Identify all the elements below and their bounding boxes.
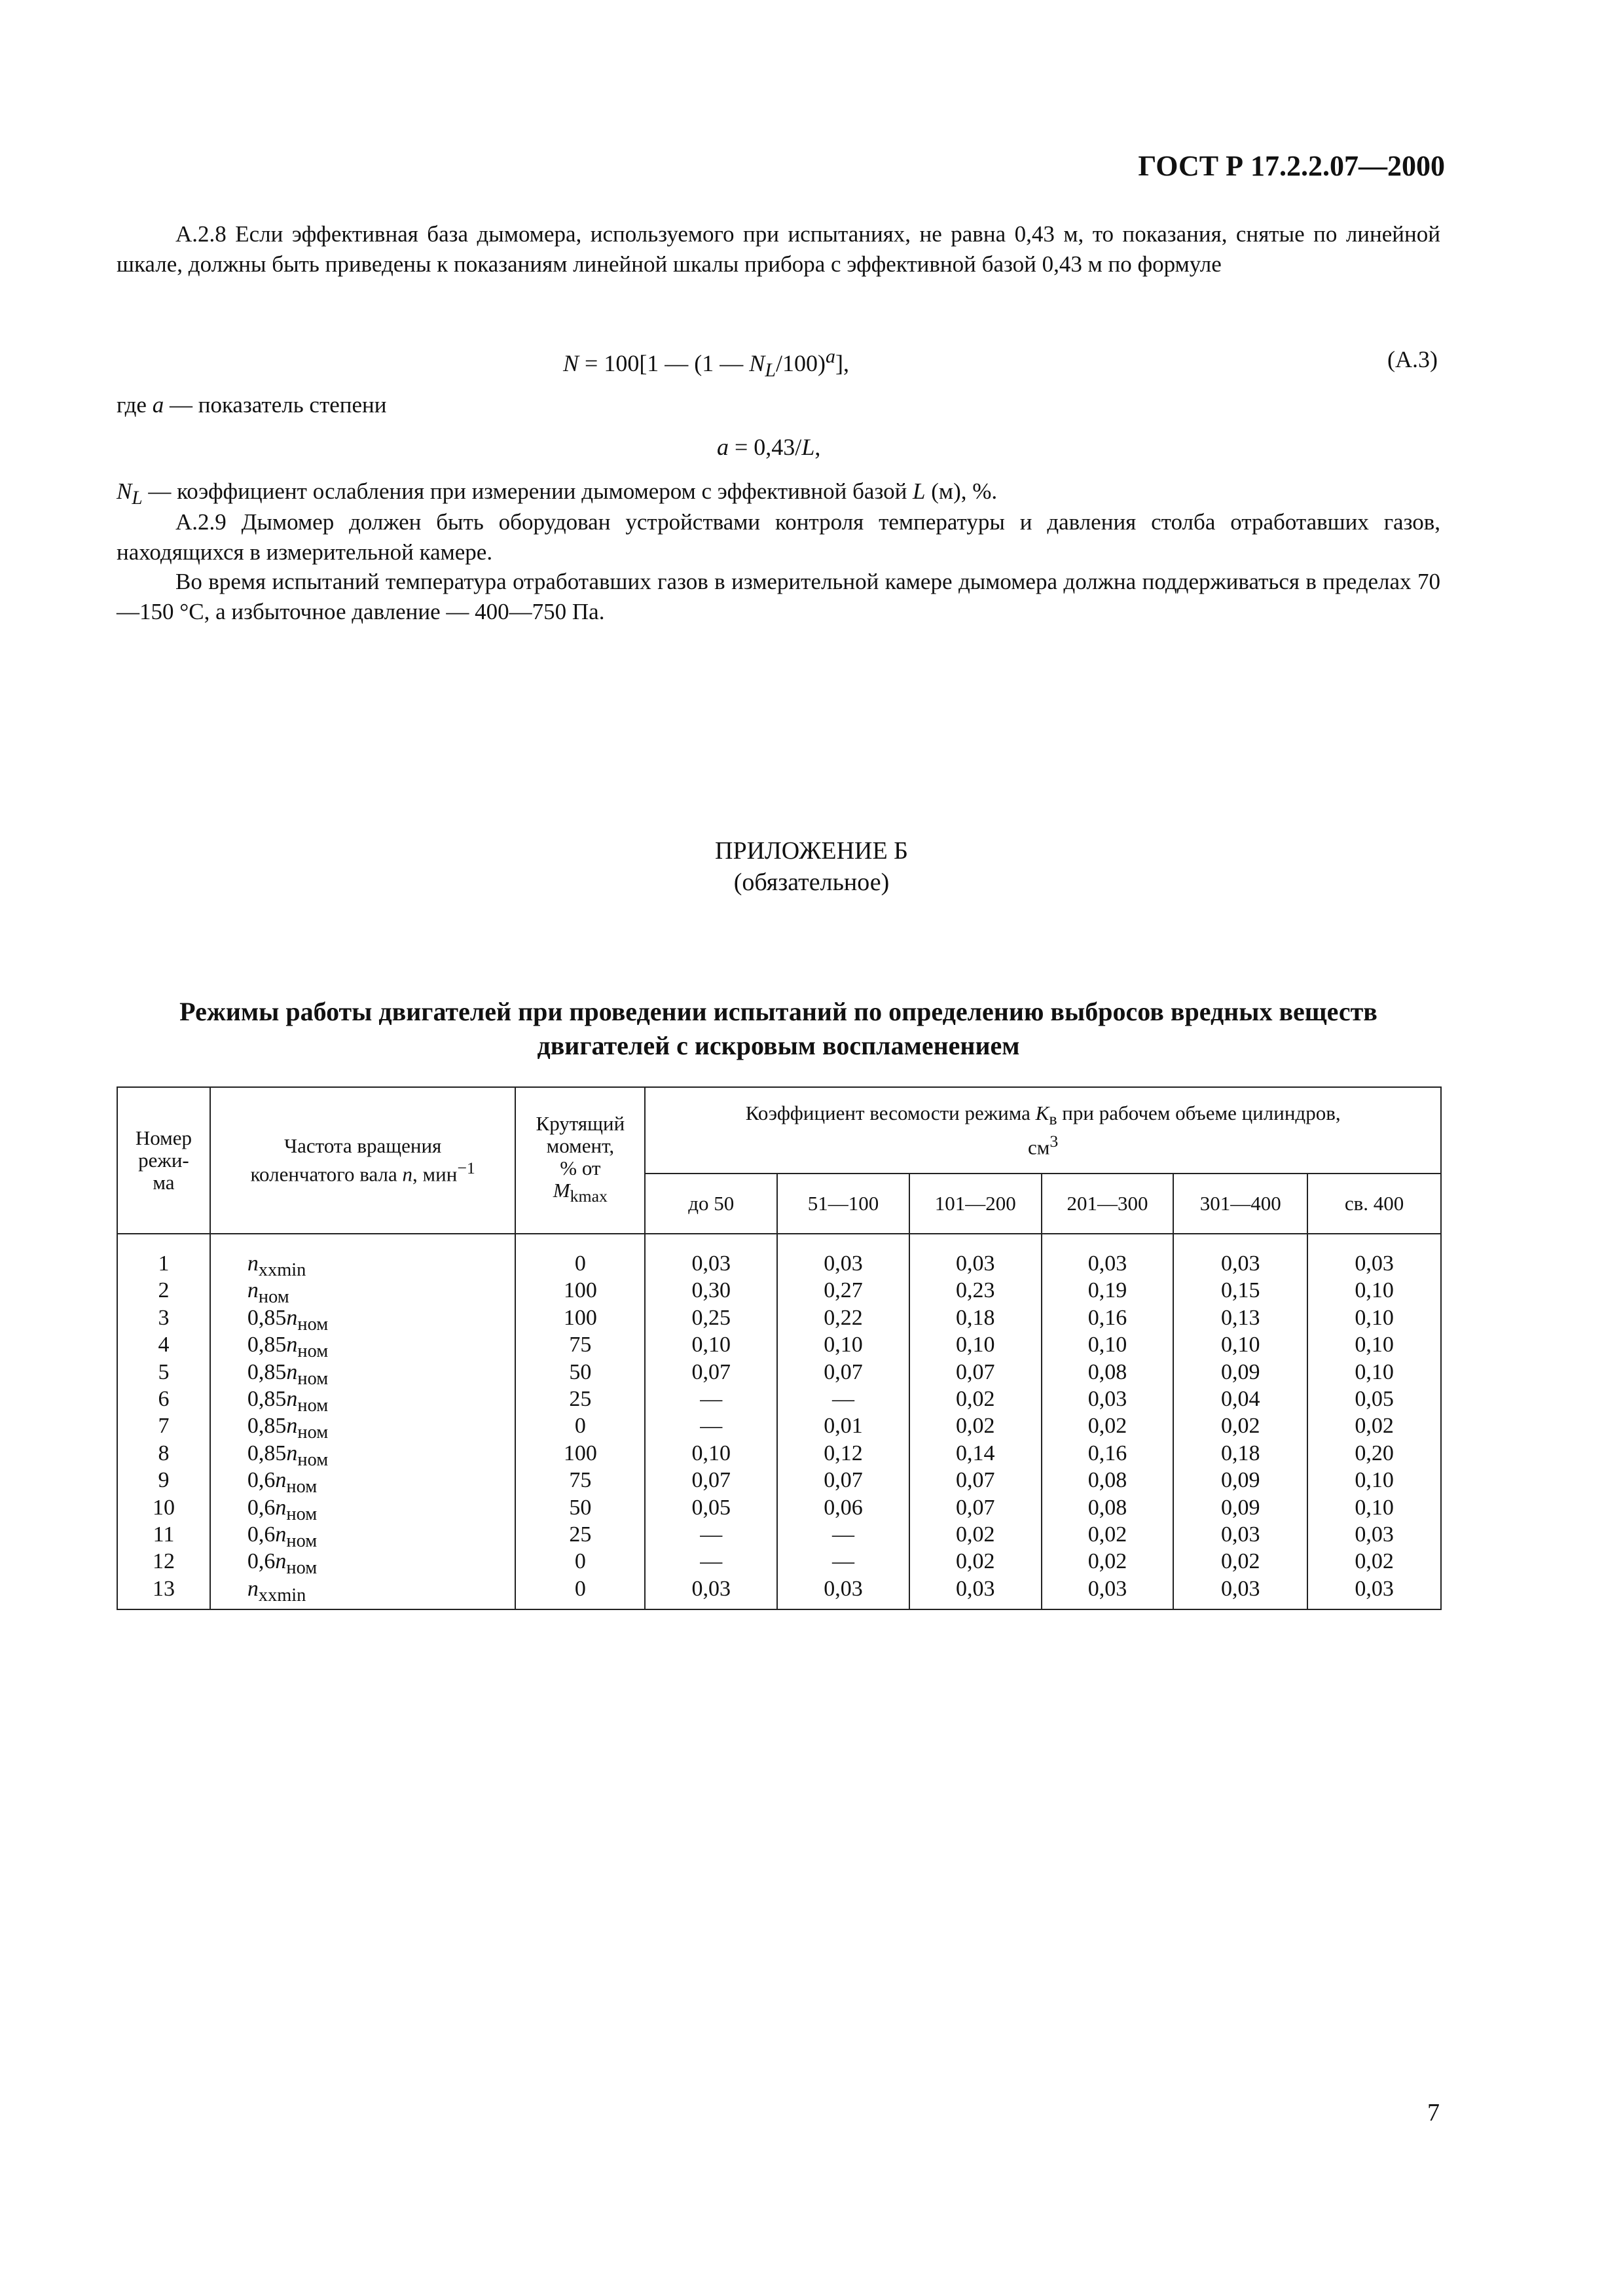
torque-cell: 50 [569, 1359, 592, 1384]
frequency-cell [229, 1386, 515, 1416]
torque-cell: 0 [574, 1549, 586, 1574]
frequency-symbol: n [286, 1359, 298, 1384]
coefficient-cell: 0,03 [1355, 1576, 1394, 1601]
frequency-cell [229, 1331, 515, 1361]
frequency-symbol: n [286, 1305, 298, 1330]
torque-cell: 100 [563, 1441, 597, 1465]
frequency-subscript: ном [297, 1395, 329, 1416]
mode-number-cell: 3 [158, 1305, 170, 1330]
formula-a-eq: = 0,43/ [729, 434, 802, 460]
where-line [117, 390, 1440, 420]
where-rest: — показатель степени [164, 392, 387, 418]
coefficient-cell: — [700, 1549, 723, 1574]
coefficient-cell: 0,03 [1087, 1251, 1127, 1276]
coefficient-cell: 0,03 [691, 1576, 731, 1601]
frequency-subscript: xxmin [258, 1585, 306, 1605]
column-torque [515, 1234, 645, 1609]
frequency-factor: 0,6 [247, 1495, 276, 1520]
coefficient-cell: 0,02 [1355, 1549, 1394, 1574]
coefficient-cell: 0,18 [955, 1305, 995, 1330]
frequency-factor: 0,6 [247, 1468, 276, 1493]
where-a: a [152, 392, 164, 418]
frequency-subscript: ном [286, 1476, 318, 1497]
nl-l: L [913, 478, 926, 504]
column-coef-0 [645, 1234, 777, 1609]
coefficient-cell: 0,16 [1087, 1305, 1127, 1330]
frequency-subscript: ном [297, 1422, 329, 1443]
column-mode-number [117, 1234, 210, 1609]
mode-number-cell: 11 [153, 1522, 175, 1547]
coefficient-cell: 0,01 [824, 1414, 863, 1439]
paragraph-temperature: Во время испытаний температура отработавших газов в измерительной камере дымомера должна поддерживаться в пределах 70—150 °С, а избыточное давление — 400—750 Па. [117, 569, 1440, 624]
header-volume-0: до 50 [645, 1174, 777, 1234]
coefficient-cell: 0,03 [824, 1576, 863, 1601]
torque-cell: 25 [569, 1522, 592, 1547]
frequency-symbol: n [275, 1468, 287, 1493]
nl-rest: — коэффициент ослабления при измерении дымомером с эффективной базой [142, 478, 913, 504]
frequency-cell [229, 1467, 515, 1497]
torque-cell: 100 [563, 1305, 597, 1330]
frequency-subscript: ном [286, 1503, 318, 1524]
frequency-subscript: ном [297, 1449, 329, 1470]
coefficient-cell: 0,05 [1355, 1386, 1394, 1411]
coefficient-cell: 0,10 [1355, 1468, 1394, 1493]
coefficient-cell: 0,18 [1221, 1441, 1260, 1465]
mode-number-cell: 4 [158, 1333, 170, 1357]
header-coefficient: Коэффициент весомости режима $K_в$ при рабочем объеме цилиндров, $см^3$ [645, 1087, 1441, 1174]
mode-number-cell: 8 [158, 1441, 170, 1465]
coefficient-cell: 0,03 [1087, 1576, 1127, 1601]
header-volume-3: 201—300 [1042, 1174, 1174, 1234]
torque-cell: 0 [574, 1251, 586, 1276]
coefficient-cell: 0,03 [955, 1251, 995, 1276]
coefficient-cell: 0,10 [1355, 1305, 1394, 1330]
frequency-symbol: n [286, 1386, 298, 1411]
formula-nl: N [749, 350, 765, 376]
frequency-cell [229, 1440, 515, 1470]
frequency-cell [229, 1359, 515, 1389]
coefficient-cell: 0,03 [1221, 1522, 1260, 1547]
torque-cell: 0 [574, 1576, 586, 1601]
column-coef-1 [777, 1234, 909, 1609]
frequency-factor: 0,85 [247, 1333, 287, 1357]
coefficient-cell: 0,03 [1355, 1522, 1394, 1547]
paragraph-a29: А.2.9 Дымомер должен быть оборудован устройствами контроля температуры и давления столба отработавших газов, находящихся в измерительной камере. [117, 509, 1440, 565]
coefficient-cell: 0,13 [1221, 1305, 1260, 1330]
coefficient-cell: 0,10 [1355, 1495, 1394, 1520]
mode-number-cell: 5 [158, 1359, 170, 1384]
header-volume-2: 101—200 [909, 1174, 1042, 1234]
mode-number-cell: 12 [152, 1549, 175, 1574]
torque-cell: 75 [569, 1333, 592, 1357]
header-torque: Крутящий момент, % от $M_{kmax}$ [515, 1087, 645, 1234]
coefficient-cell: 0,10 [691, 1441, 731, 1465]
formula-a [717, 433, 820, 461]
coefficient-cell: 0,10 [1355, 1333, 1394, 1357]
mode-number-cell: 2 [158, 1278, 170, 1303]
formula-a-l: L [801, 434, 815, 460]
coefficient-cell: 0,15 [1221, 1278, 1260, 1303]
column-coef-4 [1173, 1234, 1307, 1609]
formula-a-end: , [814, 434, 821, 460]
frequency-symbol: n [286, 1333, 298, 1357]
coefficient-cell: 0,02 [1221, 1549, 1260, 1574]
coefficient-cell: 0,25 [691, 1305, 731, 1330]
coefficient-cell: 0,10 [1355, 1359, 1394, 1384]
frequency-subscript: ном [286, 1530, 318, 1551]
coefficient-cell: 0,02 [955, 1414, 995, 1439]
coefficient-cell: 0,02 [1087, 1414, 1127, 1439]
coefficient-cell: 0,07 [955, 1359, 995, 1384]
coefficient-cell: 0,10 [1355, 1278, 1394, 1303]
coefficient-cell: 0,09 [1221, 1359, 1260, 1384]
mode-number-cell: 10 [152, 1495, 175, 1520]
coefficient-cell: 0,09 [1221, 1468, 1260, 1493]
frequency-cell [229, 1304, 515, 1335]
coefficient-cell: 0,12 [824, 1441, 863, 1465]
coefficient-cell: — [700, 1386, 723, 1411]
coefficient-cell: 0,05 [691, 1495, 731, 1520]
coefficient-cell: 0,03 [1355, 1251, 1394, 1276]
column-coef-3 [1042, 1234, 1174, 1609]
coefficient-cell: 0,22 [824, 1305, 863, 1330]
document-header: ГОСТ Р 17.2.2.07—2000 [1138, 150, 1445, 182]
coefficient-cell: 0,03 [1221, 1576, 1260, 1601]
coefficient-cell: 0,08 [1087, 1359, 1127, 1384]
coefficient-cell: 0,16 [1087, 1441, 1127, 1465]
coefficient-cell: 0,03 [1087, 1386, 1127, 1411]
column-frequency [210, 1234, 516, 1609]
coefficient-cell: 0,10 [955, 1333, 995, 1357]
header-volume-5: св. 400 [1307, 1174, 1441, 1234]
frequency-cell [229, 1494, 515, 1524]
coefficient-cell: 0,02 [955, 1386, 995, 1411]
coefficient-cell: 0,06 [824, 1495, 863, 1520]
frequency-factor: 0,6 [247, 1522, 276, 1547]
frequency-cell [229, 1521, 515, 1551]
frequency-factor: 0,85 [247, 1386, 287, 1411]
where-word: где [117, 392, 147, 418]
formula-end: ], [835, 350, 849, 376]
table-title [117, 995, 1440, 1063]
frequency-cell [229, 1548, 515, 1579]
coefficient-cell: 0,23 [955, 1278, 995, 1303]
frequency-factor: 0,85 [247, 1305, 287, 1330]
coefficient-cell: 0,14 [955, 1441, 995, 1465]
frequency-factor: 0,85 [247, 1359, 287, 1384]
coefficient-cell: 0,02 [1087, 1522, 1127, 1547]
frequency-subscript: ном [297, 1314, 329, 1335]
coefficient-cell: 0,19 [1087, 1278, 1127, 1303]
mode-number-cell: 7 [158, 1414, 170, 1439]
appendix-title: ПРИЛОЖЕНИЕ Б [715, 837, 908, 865]
mode-number-cell: 6 [158, 1386, 170, 1411]
column-coef-2 [909, 1234, 1042, 1609]
coefficient-cell: 0,03 [691, 1251, 731, 1276]
frequency-subscript: ном [286, 1558, 318, 1579]
frequency-symbol: n [247, 1278, 259, 1303]
coefficient-cell: 0,08 [1087, 1468, 1127, 1493]
mode-number-cell: 13 [152, 1576, 175, 1601]
coefficient-cell: 0,07 [824, 1468, 863, 1493]
frequency-symbol: n [275, 1495, 287, 1520]
frequency-cell [229, 1250, 515, 1280]
frequency-factor: 0,85 [247, 1441, 287, 1465]
frequency-symbol: n [286, 1441, 298, 1465]
header-volume-1: 51—100 [777, 1174, 909, 1234]
torque-cell: 75 [569, 1468, 592, 1493]
header-volume-4: 301—400 [1173, 1174, 1307, 1234]
coefficient-cell: 0,07 [691, 1359, 731, 1384]
table-title-line-1: Режимы работы двигателей при проведении испытаний по определению выбросов вредных веществ [179, 997, 1377, 1026]
torque-cell: 100 [563, 1278, 597, 1303]
formula-mid: /100) [776, 350, 826, 376]
formula-nl-sub: L [765, 359, 776, 382]
coefficient-cell: 0,02 [1355, 1414, 1394, 1439]
formula-eq: = 100[1 — (1 — [579, 350, 750, 376]
coefficient-cell: — [700, 1522, 723, 1547]
paragraph-a28: А.2.8 Если эффективная база дымомера, используемого при испытаниях, не равна 0,43 м, то показания, снятые по линейной шкале, должны быть приведены к показаниям линейной шкалы прибора с эффективной базой 0,43 м по формуле [117, 221, 1440, 277]
frequency-subscript: ном [297, 1340, 329, 1361]
frequency-cell [229, 1277, 515, 1308]
torque-cell: 50 [569, 1495, 592, 1520]
frequency-subscript: ном [258, 1287, 289, 1308]
frequency-subscript: xxmin [258, 1259, 306, 1280]
frequency-symbol: n [275, 1549, 287, 1574]
coefficient-cell: 0,02 [955, 1522, 995, 1547]
coefficient-cell: 0,27 [824, 1278, 863, 1303]
modes-table [117, 1086, 1442, 1610]
coefficient-cell: 0,10 [824, 1333, 863, 1357]
mode-number-cell: 9 [158, 1468, 170, 1493]
torque-cell: 25 [569, 1386, 592, 1411]
coefficient-cell: 0,07 [824, 1359, 863, 1384]
frequency-subscript: ном [297, 1368, 329, 1389]
coefficient-cell: — [831, 1386, 854, 1411]
coefficient-cell: 0,08 [1087, 1495, 1127, 1520]
torque-cell: 0 [574, 1414, 586, 1439]
coefficient-cell: 0,03 [1221, 1251, 1260, 1276]
coefficient-cell: 0,10 [1087, 1333, 1127, 1357]
appendix-subtitle: (обязательное) [733, 869, 890, 896]
formula-a3 [563, 346, 849, 382]
coefficient-cell: 0,10 [1221, 1333, 1260, 1357]
nl-sub: L [132, 488, 143, 509]
column-coef-5 [1307, 1234, 1441, 1609]
header-mode-number: Номер режи- ма [117, 1087, 210, 1234]
coefficient-cell: 0,02 [1221, 1414, 1260, 1439]
frequency-cell [229, 1412, 515, 1443]
frequency-factor: 0,6 [247, 1549, 276, 1574]
page-number: 7 [1427, 2099, 1440, 2126]
frequency-symbol: n [247, 1576, 259, 1601]
coefficient-cell: 0,20 [1355, 1441, 1394, 1465]
formula-a-var: a [717, 434, 729, 460]
formula-number: (А.3) [1387, 346, 1438, 372]
frequency-symbol: n [286, 1414, 298, 1439]
coefficient-cell: 0,09 [1221, 1495, 1260, 1520]
coefficient-cell: 0,07 [955, 1495, 995, 1520]
header-frequency: Частота вращения коленчатого вала n, мин$^{-1}$ [210, 1087, 516, 1234]
coefficient-cell: 0,04 [1221, 1386, 1260, 1411]
coefficient-cell: 0,03 [824, 1251, 863, 1276]
coefficient-cell: — [700, 1414, 723, 1439]
nl-end: (м), %. [925, 478, 998, 504]
coefficient-cell: — [831, 1522, 854, 1547]
frequency-cell [229, 1575, 515, 1605]
table-title-line-2: двигателей с искровым воспламенением [537, 1031, 1020, 1060]
frequency-symbol: n [247, 1251, 259, 1276]
formula-exp: a [826, 346, 835, 367]
coefficient-cell: 0,03 [955, 1576, 995, 1601]
formula-n: N [563, 350, 579, 376]
coefficient-cell: 0,02 [955, 1549, 995, 1574]
frequency-symbol: n [275, 1522, 287, 1547]
coefficient-cell: — [831, 1549, 854, 1574]
nl-var: N [117, 478, 132, 504]
coefficient-cell: 0,07 [955, 1468, 995, 1493]
frequency-factor: 0,85 [247, 1414, 287, 1439]
coefficient-cell: 0,07 [691, 1468, 731, 1493]
coefficient-cell: 0,10 [691, 1333, 731, 1357]
mode-number-cell: 1 [158, 1251, 170, 1276]
coefficient-cell: 0,30 [691, 1278, 731, 1303]
coefficient-cell: 0,02 [1087, 1549, 1127, 1574]
